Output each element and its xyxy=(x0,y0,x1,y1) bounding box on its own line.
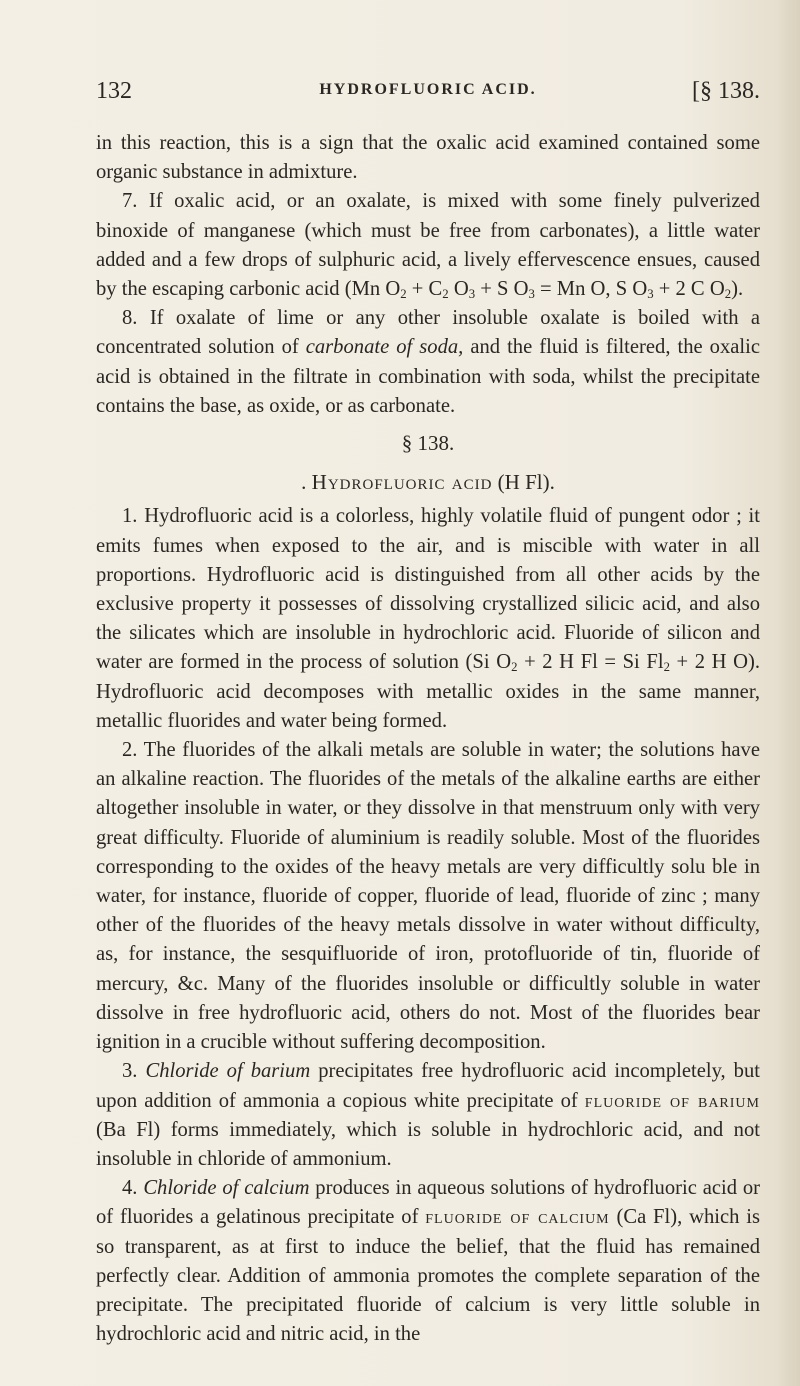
running-title: HYDROFLUORIC ACID. xyxy=(319,81,537,98)
chemical-formula: Si $O_2 + 2$ H Fl = Si $Fl_2 + 2$ H O xyxy=(472,651,748,675)
small-caps-term: fluoride of calcium xyxy=(425,1206,610,1229)
emphasis: Chloride of calcium xyxy=(143,1177,310,1200)
emphasis: Chloride of barium xyxy=(145,1060,311,1083)
paragraph-7: 7. If oxalic acid, or an oxalate, is mixed with some finely pulverized binoxide of manganese (which must be free from carbonates), a little water added and a few drops of sulphuric acid, a lively effervescence ensues, caused by the escaping carbonic acid (Mn $O_2 + C_2$ $O_3 + S$ $O_3 = Mn$ O, S $O_3 + 2$ C $O_2$). xyxy=(96,190,760,302)
small-caps-term: fluoride of barium xyxy=(584,1089,760,1112)
page-header xyxy=(96,78,760,118)
item-number: 2. xyxy=(122,739,138,762)
paragraph-4: 4. Chloride of calcium produces in aqueous solutions of hydrofluoric acid or of fluorides a gelatinous precipitate of fluoride of calcium (Ca Fl), which is so transparent, as at first to induce the belief, that the fluid has remained perfectly clear. Addition of ammonia promotes the complete separation of the precipitate. The precipitated fluoride of calcium is very little soluble in hydrochloric acid and nitric acid, in the xyxy=(96,1177,761,1346)
paragraph-8: 8. If oxalate of lime or any other insoluble oxalate is boiled with a concentrated solution of carbonate of soda, and the fluid is filtered, the oxalic acid is obtained in the filtrate in combination with soda, whilst the precipitate contains the base, as oxide, or as carbonate. xyxy=(96,307,761,417)
item-number: 4. xyxy=(122,1177,138,1200)
paragraph-continuation: in this reaction, this is a sign that the oxalic acid examined contained some organic substance in admixture. xyxy=(96,132,760,184)
page-body xyxy=(96,129,760,1349)
paragraph-1: 1. Hydrofluoric acid is a colorless, highly volatile fluid of pungent odor ; it emits fumes when exposed to the air, and is miscible with water in all proportions. Hydrofluoric acid is distinguished from all other acids by the exclusive property it possesses of dissolving crystallized silicic acid, and also the silicates which are insoluble in hydrochloric acid. Fluoride of silicon and water are formed in the process of solution (Si $O_2 + 2$ H Fl = Si $Fl_2 + 2$ H O). Hydrofluoric acid decomposes with metallic oxides in the same manner, metallic fluorides and water being formed. xyxy=(96,505,761,732)
paragraph-3: 3. Chloride of barium precipitates free hydrofluoric acid incompletely, but upon addition of ammonia a copious white precipitate of fluoride of barium (Ba Fl) forms immediately, which is soluble in hydrochloric acid, and not insoluble in chloride of ammonium. xyxy=(96,1060,760,1170)
item-number: 3. xyxy=(122,1060,138,1083)
item-number: 1. xyxy=(122,505,138,528)
section-formula: (H Fl). xyxy=(497,470,555,495)
section-title-text: Hydrofluoric acid xyxy=(311,470,493,495)
section-reference: [§ 138. xyxy=(692,78,760,104)
chemical-formula: Mn $O_2 + C_2$ $O_3 + S$ $O_3 = Mn$ O, S $O_3 + 2$ C $O_2$ xyxy=(351,278,732,302)
section-title: . Hydrofluoric acid (H Fl). xyxy=(301,470,555,495)
section-number: § 138. xyxy=(401,431,455,456)
item-number: 8. xyxy=(122,307,138,330)
emphasis: carbonate of soda, xyxy=(305,336,464,359)
paragraph-2: 2. The fluorides of the alkali metals are soluble in water; the solutions have an alkaline reaction. The fluorides of the metals of the alkaline earths are either altogether insoluble in water, or they dissolve in that menstruum only with very great difficulty. Fluoride of aluminium is readily soluble. Most of the fluorides corresponding to the oxides of the heavy metals are very difficultly solu ble in water, for instance, fluoride of copper, fluoride of lead, fluoride of zinc ; many other of the fluorides of the heavy metals dissolve in water without difficulty, as, for instance, the sesquifluoride of iron, protofluoride of tin, fluoride of mercury, &c. Many of the fluorides insoluble or difficultly soluble in water dissolve in free hydrofluoric acid, others do not. Most of the fluorides bear ignition in a crucible without suffering decomposition. xyxy=(96,739,760,1054)
item-number: 7. xyxy=(122,190,138,213)
page-number: 132 xyxy=(96,78,132,104)
